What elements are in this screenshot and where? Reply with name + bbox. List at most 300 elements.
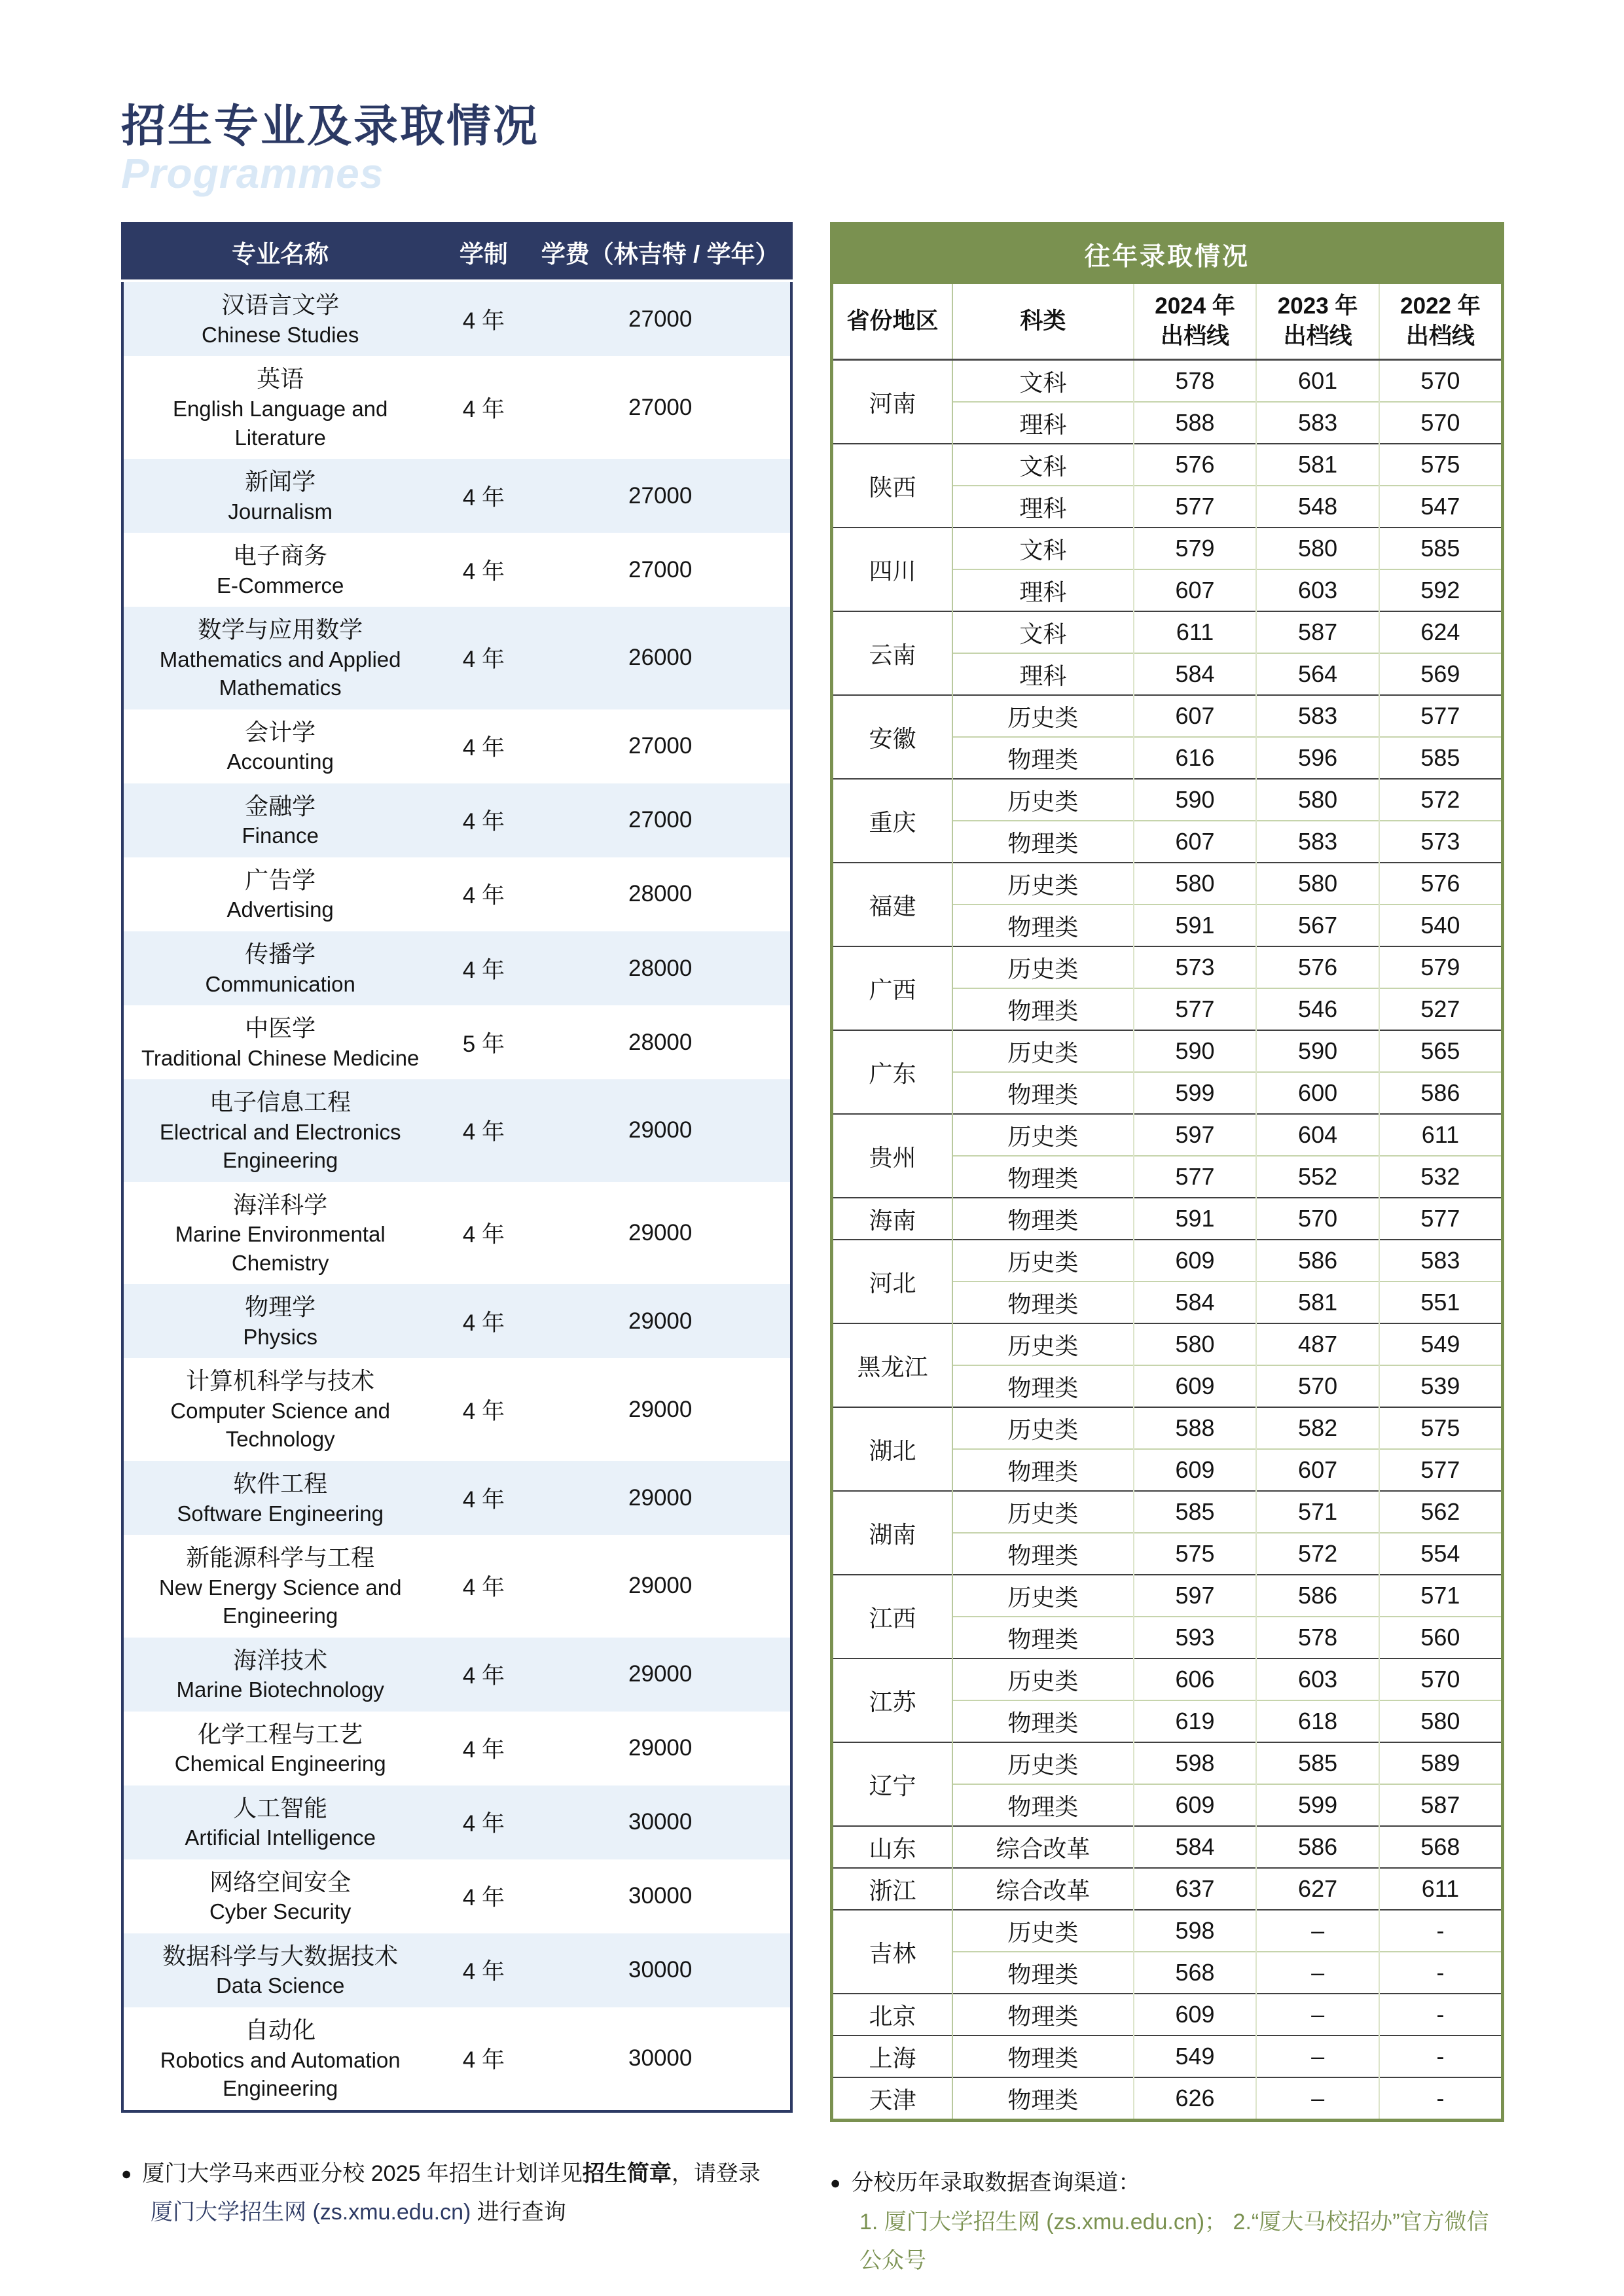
admission-row xyxy=(832,1114,1503,1156)
admission-score-2022: 585 xyxy=(1379,737,1503,779)
admission-score-2024: 588 xyxy=(1134,1407,1257,1449)
admission-score-2023: 607 xyxy=(1256,1449,1379,1491)
admission-province: 浙江 xyxy=(832,1868,953,1910)
right-footnote-text: 分校历年录取数据查询渠道： xyxy=(851,2170,1141,2196)
programme-name-cell xyxy=(122,931,437,1005)
admission-score-2022: 583 xyxy=(1379,1240,1503,1282)
admission-score-2023: 581 xyxy=(1256,444,1379,486)
admission-score-2024: 580 xyxy=(1134,1323,1257,1365)
admission-category: 文科 xyxy=(952,528,1134,569)
admission-score-2024: 609 xyxy=(1134,1449,1257,1491)
admission-score-2022: 547 xyxy=(1379,486,1503,528)
programme-name-cn: 新能源科学与工程 xyxy=(186,1544,375,1571)
year-2022-label: 2022 年 xyxy=(1400,293,1481,319)
programme-name-en: English Language and Literature xyxy=(172,396,388,450)
programme-duration: 4 年 xyxy=(462,1575,505,1601)
page-subtitle: Programmes xyxy=(121,150,384,198)
programme-fee: 30000 xyxy=(628,2045,693,2072)
programme-name-cell xyxy=(122,607,437,709)
admission-category: 物理类 xyxy=(952,1994,1134,2036)
left-footnote-text: 厦门大学马来西亚分校 2025 年招生计划详见 xyxy=(142,2161,583,2186)
admission-category: 历史类 xyxy=(952,1323,1134,1365)
admission-category: 历史类 xyxy=(952,1575,1134,1617)
admission-row xyxy=(832,528,1503,569)
programme-row xyxy=(122,1182,791,1285)
admissions-section xyxy=(830,222,1504,2281)
admission-score-2024: 577 xyxy=(1134,1156,1257,1198)
admission-score-2023: 570 xyxy=(1256,1198,1379,1240)
admission-row xyxy=(832,1826,1503,1868)
admission-score-2024: 598 xyxy=(1134,1910,1257,1952)
programme-fee: 29000 xyxy=(628,1661,693,1687)
admission-category: 历史类 xyxy=(952,695,1134,737)
admission-score-2022: 572 xyxy=(1379,779,1503,821)
programme-row xyxy=(122,931,791,1005)
admission-score-2023: 487 xyxy=(1256,1323,1379,1365)
programme-duration: 4 年 xyxy=(462,1486,505,1513)
programme-fee: 28000 xyxy=(628,881,693,907)
programme-fee: 28000 xyxy=(628,955,693,981)
programme-fee: 27000 xyxy=(628,556,693,583)
admission-province: 北京 xyxy=(832,1994,953,2036)
admission-score-2023: 552 xyxy=(1256,1156,1379,1198)
admission-score-2022: 611 xyxy=(1379,1114,1503,1156)
admission-category: 物理类 xyxy=(952,1282,1134,1323)
admission-score-2024: 599 xyxy=(1134,1072,1257,1114)
admission-score-2022: 562 xyxy=(1379,1491,1503,1533)
admission-score-2022: - xyxy=(1379,1910,1503,1952)
left-footnote-bold: 招生简章 xyxy=(582,2161,672,2186)
programme-name-en: Chinese Studies xyxy=(202,322,359,347)
admission-category: 综合改革 xyxy=(952,1826,1134,1868)
xmu-admissions-website-link[interactable]: 厦门大学招生网 (zs.xmu.edu.cn) xyxy=(151,2200,471,2225)
year-2023-sublabel: 出档线 xyxy=(1283,323,1352,350)
programme-name-cell xyxy=(122,459,437,533)
admission-category: 历史类 xyxy=(952,779,1134,821)
admission-category: 历史类 xyxy=(952,1240,1134,1282)
programme-name-cell xyxy=(122,1461,437,1535)
admission-score-2022: 592 xyxy=(1379,569,1503,611)
admission-score-2024: 549 xyxy=(1134,2036,1257,2077)
programme-row xyxy=(122,281,791,356)
admission-score-2024: 576 xyxy=(1134,444,1257,486)
admission-province: 海南 xyxy=(832,1198,953,1240)
admission-score-2024: 585 xyxy=(1134,1491,1257,1533)
admission-score-2022: 579 xyxy=(1379,946,1503,988)
programme-name-en: Traditional Chinese Medicine xyxy=(141,1045,420,1070)
programme-name-cell xyxy=(122,1933,437,2007)
admission-category: 理科 xyxy=(952,486,1134,528)
admission-score-2024: 626 xyxy=(1134,2077,1257,2121)
admission-score-2024: 597 xyxy=(1134,1575,1257,1617)
programme-duration: 4 年 xyxy=(462,1737,505,1763)
admissions-col-2023 xyxy=(1256,284,1379,360)
programme-name-cell xyxy=(122,783,437,857)
admission-score-2023: 627 xyxy=(1256,1868,1379,1910)
programme-duration: 4 年 xyxy=(462,1119,505,1145)
programme-row xyxy=(122,709,791,783)
left-footnote xyxy=(121,2155,793,2233)
admission-province: 天津 xyxy=(832,2077,953,2121)
programme-name-cell xyxy=(122,1535,437,1638)
admission-score-2023: 576 xyxy=(1256,946,1379,988)
admission-category: 历史类 xyxy=(952,1659,1134,1700)
admission-province: 河北 xyxy=(832,1240,953,1323)
admission-score-2023: 585 xyxy=(1256,1742,1379,1784)
admission-row xyxy=(832,695,1503,737)
admissions-title-row xyxy=(832,224,1503,285)
admission-score-2022: 554 xyxy=(1379,1533,1503,1575)
programme-name-cn: 电子信息工程 xyxy=(209,1088,352,1116)
programme-row xyxy=(122,1638,791,1712)
admission-score-2022: 576 xyxy=(1379,863,1503,905)
admission-score-2023: 571 xyxy=(1256,1491,1379,1533)
admission-province: 陕西 xyxy=(832,444,953,528)
admission-province: 江苏 xyxy=(832,1659,953,1742)
admission-category: 物理类 xyxy=(952,1952,1134,1994)
admission-row xyxy=(832,360,1503,403)
programme-duration: 4 年 xyxy=(462,1811,505,1837)
admission-score-2022: - xyxy=(1379,1994,1503,2036)
admission-score-2022: 568 xyxy=(1379,1826,1503,1868)
programmes-col-name: 专业名称 xyxy=(122,223,437,281)
admission-score-2022: 587 xyxy=(1379,1784,1503,1826)
left-footnote-line1 xyxy=(121,2155,793,2194)
programme-name-cell xyxy=(122,857,437,931)
bullet-icon: ● xyxy=(830,2173,841,2193)
admission-category: 理科 xyxy=(952,569,1134,611)
admissions-col-category: 科类 xyxy=(952,284,1134,360)
programme-name-cn: 新闻学 xyxy=(245,468,316,495)
programme-fee: 27000 xyxy=(628,807,693,833)
admission-category: 物理类 xyxy=(952,1449,1134,1491)
admission-score-2024: 609 xyxy=(1134,1240,1257,1282)
programme-name-cell xyxy=(122,1079,437,1182)
programme-name-cn: 网络空间安全 xyxy=(209,1868,352,1895)
admission-category: 综合改革 xyxy=(952,1868,1134,1910)
admission-score-2022: 573 xyxy=(1379,821,1503,863)
admission-score-2024: 580 xyxy=(1134,863,1257,905)
programme-name-cn: 会计学 xyxy=(245,718,316,745)
admission-province: 云南 xyxy=(832,611,953,695)
admission-row xyxy=(832,611,1503,653)
admission-category: 物理类 xyxy=(952,737,1134,779)
admission-province: 上海 xyxy=(832,2036,953,2077)
programme-name-cell xyxy=(122,281,437,356)
admission-category: 历史类 xyxy=(952,863,1134,905)
admission-score-2024: 597 xyxy=(1134,1114,1257,1156)
admission-score-2023: 580 xyxy=(1256,863,1379,905)
admission-row xyxy=(832,1994,1503,2036)
right-footnote-line1 xyxy=(830,2164,1504,2203)
admission-row xyxy=(832,1575,1503,1617)
programme-name-en: Physics xyxy=(243,1324,318,1349)
admission-score-2023: 603 xyxy=(1256,1659,1379,1700)
admission-score-2022: 571 xyxy=(1379,1575,1503,1617)
admission-score-2022: 577 xyxy=(1379,1449,1503,1491)
admission-score-2022: 577 xyxy=(1379,1198,1503,1240)
admission-score-2024: 573 xyxy=(1134,946,1257,988)
admission-score-2024: 577 xyxy=(1134,486,1257,528)
admission-score-2023: 548 xyxy=(1256,486,1379,528)
programme-name-cn: 计算机科学与技术 xyxy=(186,1367,375,1395)
admission-score-2024: 619 xyxy=(1134,1700,1257,1742)
admission-row xyxy=(832,863,1503,905)
admission-score-2024: 616 xyxy=(1134,737,1257,779)
year-2022-sublabel: 出档线 xyxy=(1405,323,1475,350)
programme-duration: 4 年 xyxy=(462,883,505,909)
year-2023-label: 2023 年 xyxy=(1277,293,1358,319)
admission-score-2022: 624 xyxy=(1379,611,1503,653)
admission-row xyxy=(832,1742,1503,1784)
programme-row xyxy=(122,1785,791,1859)
admission-score-2023: 601 xyxy=(1256,360,1379,403)
admission-province: 重庆 xyxy=(832,779,953,863)
admission-score-2023: 604 xyxy=(1256,1114,1379,1156)
admission-score-2023: 586 xyxy=(1256,1240,1379,1282)
programme-name-cn: 人工智能 xyxy=(233,1794,328,1821)
programme-fee: 30000 xyxy=(628,1883,693,1909)
admission-score-2023: 583 xyxy=(1256,402,1379,444)
programme-name-en: Data Science xyxy=(216,1973,345,1998)
programme-row xyxy=(122,459,791,533)
admission-province: 湖北 xyxy=(832,1407,953,1491)
admission-score-2023: 580 xyxy=(1256,779,1379,821)
left-footnote-line2-post: 进行查询 xyxy=(471,2200,566,2225)
admission-province: 福建 xyxy=(832,863,953,946)
programme-row xyxy=(122,1712,791,1785)
admission-category: 物理类 xyxy=(952,1533,1134,1575)
admission-row xyxy=(832,1659,1503,1700)
programme-row xyxy=(122,783,791,857)
admission-row xyxy=(832,1323,1503,1365)
admission-category: 物理类 xyxy=(952,1198,1134,1240)
admission-category: 物理类 xyxy=(952,2077,1134,2121)
programme-name-en: Electrical and Electronics Engineering xyxy=(159,1119,401,1173)
admission-category: 物理类 xyxy=(952,1072,1134,1114)
programme-name-cell xyxy=(122,2007,437,2111)
year-2024-sublabel: 出档线 xyxy=(1161,323,1230,350)
admission-score-2022: 569 xyxy=(1379,653,1503,695)
page-content xyxy=(121,103,1506,2281)
admission-category: 文科 xyxy=(952,360,1134,403)
admission-score-2023: 578 xyxy=(1256,1617,1379,1659)
admission-score-2023: – xyxy=(1256,1952,1379,1994)
admission-score-2024: 579 xyxy=(1134,528,1257,569)
admission-score-2023: – xyxy=(1256,2036,1379,2077)
admissions-col-2022 xyxy=(1379,284,1503,360)
admission-category: 历史类 xyxy=(952,1742,1134,1784)
programmes-table xyxy=(121,222,793,2112)
programme-name-cn: 海洋科学 xyxy=(233,1191,328,1218)
admission-category: 物理类 xyxy=(952,1617,1134,1659)
programme-name-cn: 自动化 xyxy=(245,2016,316,2043)
admission-category: 物理类 xyxy=(952,2036,1134,2077)
admission-row xyxy=(832,1198,1503,1240)
admission-province: 河南 xyxy=(869,389,916,417)
admission-score-2022: 560 xyxy=(1379,1617,1503,1659)
programme-fee: 29000 xyxy=(628,1484,693,1511)
programme-name-en: Marine Biotechnology xyxy=(176,1677,384,1702)
admission-score-2024: 591 xyxy=(1134,905,1257,946)
programme-row xyxy=(122,533,791,607)
programme-name-cell xyxy=(122,1859,437,1933)
programme-name-en: Chemical Engineering xyxy=(174,1751,386,1776)
programme-duration: 4 年 xyxy=(462,809,505,835)
admission-score-2024: 590 xyxy=(1134,1030,1257,1072)
admission-score-2022: - xyxy=(1379,2036,1503,2077)
programme-name-cn: 汉语言文学 xyxy=(221,291,340,319)
admission-province: 黑龙江 xyxy=(832,1323,953,1407)
programme-name-en: Artificial Intelligence xyxy=(185,1825,376,1850)
left-footnote-text-post: ，请登录 xyxy=(671,2161,761,2186)
admission-province: 湖南 xyxy=(832,1491,953,1575)
admission-score-2024: 609 xyxy=(1134,1365,1257,1407)
programme-name-cell xyxy=(122,533,437,607)
programme-fee: 29000 xyxy=(628,1573,693,1599)
admission-score-2022: 575 xyxy=(1379,444,1503,486)
admission-score-2023: 581 xyxy=(1256,1282,1379,1323)
programme-row xyxy=(122,1535,791,1638)
admission-score-2022: 565 xyxy=(1379,1030,1503,1072)
programme-duration: 4 年 xyxy=(462,647,505,673)
admission-row xyxy=(832,779,1503,821)
programme-fee: 27000 xyxy=(628,482,693,509)
admission-province: 安徽 xyxy=(832,695,953,779)
admission-score-2023: – xyxy=(1256,1994,1379,2036)
programme-duration: 4 年 xyxy=(462,396,505,422)
admission-category: 文科 xyxy=(952,444,1134,486)
admission-score-2023: – xyxy=(1256,2077,1379,2121)
programme-name-cn: 数学与应用数学 xyxy=(198,616,363,643)
admission-score-2024: 584 xyxy=(1134,1282,1257,1323)
programme-name-en: Marine Environmental Chemistry xyxy=(175,1222,386,1275)
admission-score-2023: 583 xyxy=(1256,695,1379,737)
admission-score-2023: 599 xyxy=(1256,1784,1379,1826)
admission-score-2024: 577 xyxy=(1134,988,1257,1030)
programme-name-en: Cyber Security xyxy=(209,1899,352,1924)
programme-name-en: Finance xyxy=(242,823,319,848)
admission-province: 山东 xyxy=(832,1826,953,1868)
programme-fee: 27000 xyxy=(628,733,693,759)
admission-category: 理科 xyxy=(952,402,1134,444)
two-column-layout xyxy=(121,222,1506,2281)
admission-province: 吉林 xyxy=(832,1910,953,1994)
admission-score-2024: 607 xyxy=(1134,569,1257,611)
admission-category: 历史类 xyxy=(952,1491,1134,1533)
programme-duration: 4 年 xyxy=(462,558,505,584)
programme-row xyxy=(122,607,791,709)
admission-score-2024: 588 xyxy=(1134,402,1257,444)
admission-category: 物理类 xyxy=(952,905,1134,946)
programme-name-cell xyxy=(122,356,437,459)
programme-row xyxy=(122,1005,791,1079)
programmes-col-fee: 学费（林吉特 / 学年） xyxy=(530,223,791,281)
admission-score-2022: 585 xyxy=(1379,528,1503,569)
admission-score-2023: 582 xyxy=(1256,1407,1379,1449)
programme-duration: 4 年 xyxy=(462,308,505,334)
admission-score-2024: 591 xyxy=(1134,1198,1257,1240)
left-footnote-line2 xyxy=(121,2193,793,2233)
programme-fee: 28000 xyxy=(628,1029,693,1055)
admission-score-2023: 586 xyxy=(1256,1575,1379,1617)
admission-row xyxy=(832,1030,1503,1072)
programme-row xyxy=(122,1358,791,1461)
admission-row xyxy=(832,1491,1503,1533)
admission-score-2024: 584 xyxy=(1134,653,1257,695)
programme-name-cn: 海洋技术 xyxy=(233,1646,328,1674)
admission-score-2022: 527 xyxy=(1379,988,1503,1030)
programme-row xyxy=(122,2007,791,2111)
admission-province: 贵州 xyxy=(832,1114,953,1198)
admission-province: 广东 xyxy=(832,1030,953,1114)
admission-score-2024: 637 xyxy=(1134,1868,1257,1910)
programme-fee: 29000 xyxy=(628,1396,693,1422)
admission-score-2022: 586 xyxy=(1379,1072,1503,1114)
admission-score-2023: 570 xyxy=(1256,1365,1379,1407)
admission-score-2024: 607 xyxy=(1134,695,1257,737)
programme-name-en: Robotics and Automation Engineering xyxy=(160,2047,401,2101)
admission-province: 江西 xyxy=(832,1575,953,1659)
admission-province: 四川 xyxy=(832,528,953,611)
admission-score-2022: - xyxy=(1379,1952,1503,1994)
admission-category: 历史类 xyxy=(952,1030,1134,1072)
admission-score-2022: 577 xyxy=(1379,695,1503,737)
admission-score-2022: 580 xyxy=(1379,1700,1503,1742)
programmes-header-row xyxy=(122,223,791,281)
admission-score-2022: 570 xyxy=(1379,360,1503,403)
admission-score-2024: 607 xyxy=(1134,821,1257,863)
admission-category: 物理类 xyxy=(952,988,1134,1030)
admission-score-2023: 587 xyxy=(1256,611,1379,653)
admissions-table-title: 往年录取情况 xyxy=(832,224,1503,285)
programme-name-cn: 电子商务 xyxy=(233,542,328,569)
admission-row xyxy=(832,1240,1503,1282)
admission-category: 理科 xyxy=(952,653,1134,695)
admission-score-2023: 586 xyxy=(1256,1826,1379,1868)
programme-fee: 30000 xyxy=(628,1957,693,1983)
programme-name-cell xyxy=(122,1005,437,1079)
page-title: 招生专业及录取情况 xyxy=(121,101,540,151)
right-footnote xyxy=(830,2164,1504,2281)
programme-name-en: Software Engineering xyxy=(177,1501,384,1526)
admission-score-2023: 618 xyxy=(1256,1700,1379,1742)
programme-name-en: Advertising xyxy=(226,897,334,922)
programme-name-cn: 软件工程 xyxy=(233,1470,328,1497)
programme-name-cn: 广告学 xyxy=(245,866,316,893)
programme-name-cn: 传播学 xyxy=(245,940,316,967)
admissions-table xyxy=(830,222,1504,2122)
admission-score-2023: 546 xyxy=(1256,988,1379,1030)
admission-score-2024: 575 xyxy=(1134,1533,1257,1575)
admission-score-2022: 549 xyxy=(1379,1323,1503,1365)
admission-score-2022: 532 xyxy=(1379,1156,1503,1198)
programme-name-cell xyxy=(122,1182,437,1285)
programme-name-cell xyxy=(122,709,437,783)
admission-score-2022: 611 xyxy=(1379,1868,1503,1910)
programme-name-en: Mathematics and Applied Mathematics xyxy=(159,647,401,700)
programme-name-en: Computer Science and Technology xyxy=(170,1398,391,1452)
year-2024-label: 2024 年 xyxy=(1155,293,1235,319)
admission-score-2023: 564 xyxy=(1256,653,1379,695)
programme-fee: 30000 xyxy=(628,1809,693,1835)
admission-score-2023: 580 xyxy=(1256,528,1379,569)
programme-duration: 4 年 xyxy=(462,957,505,983)
programme-name-cell xyxy=(122,1785,437,1859)
bullet-icon: ● xyxy=(121,2163,132,2183)
programme-name-cn: 中医学 xyxy=(245,1014,316,1042)
admissions-header-row xyxy=(832,284,1503,360)
